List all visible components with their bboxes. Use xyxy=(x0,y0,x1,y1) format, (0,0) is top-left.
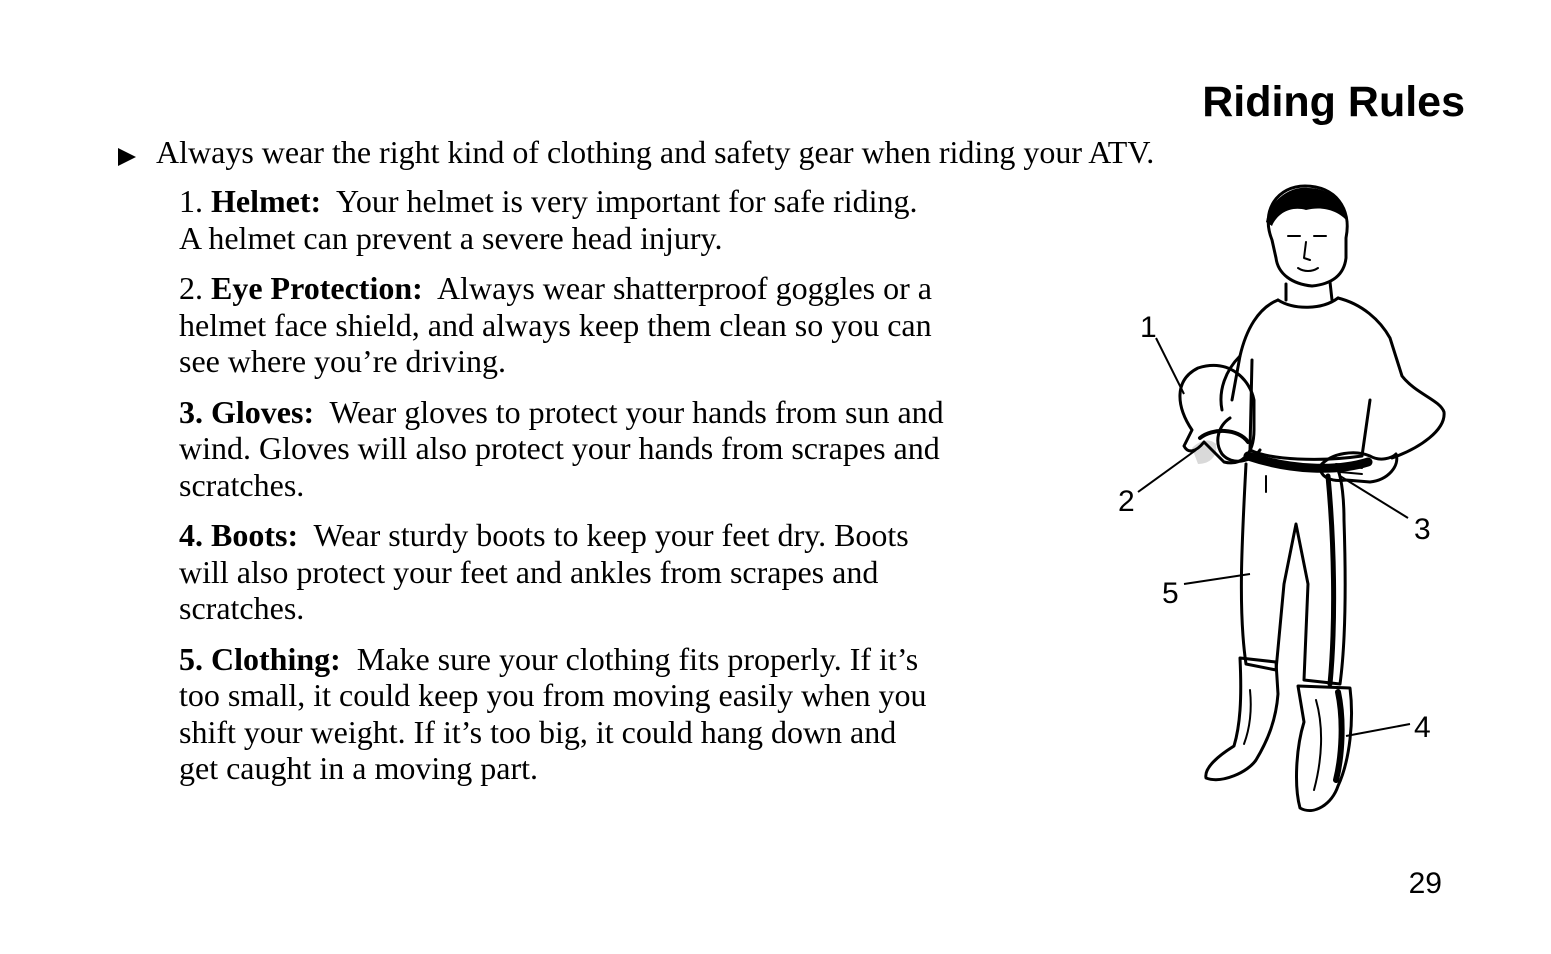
item-line: shift your weight. If it’s too big, it could hang down and xyxy=(179,713,897,750)
list-item-eye-protection xyxy=(179,270,1079,380)
list-item-boots xyxy=(179,517,1079,627)
callout-2: 2 xyxy=(1118,485,1135,518)
callout-3: 3 xyxy=(1414,513,1431,546)
item-line: scratches. xyxy=(179,466,305,503)
item-number: 5. xyxy=(179,640,203,677)
rider-boot-left xyxy=(1206,658,1278,780)
item-line: get caught in a moving part. xyxy=(179,750,539,786)
rider-gear-illustration xyxy=(1100,180,1500,850)
item-line: helmet face shield, and always keep them clean so you can xyxy=(179,306,932,343)
item-line: A helmet can prevent a severe head injury. xyxy=(179,219,723,256)
item-heading: Helmet: xyxy=(211,183,322,219)
item-heading: Boots: xyxy=(211,517,299,553)
item-heading: Eye Protection: xyxy=(211,270,423,306)
item-line: see where you’re driving. xyxy=(179,343,506,379)
item-line: too small, it could keep you from moving easily when you xyxy=(179,677,927,713)
list-item-gloves xyxy=(179,394,1079,504)
item-line: Wear gloves to protect your hands from sun and xyxy=(329,393,944,430)
callout-5: 5 xyxy=(1162,577,1179,610)
callout-1: 1 xyxy=(1140,311,1157,344)
safety-gear-list xyxy=(179,183,1079,801)
rider-glove-left xyxy=(1192,441,1216,464)
item-line: Wear sturdy boots to keep your feet dry. Boots xyxy=(313,517,909,553)
callout-4: 4 xyxy=(1414,711,1431,744)
item-number: 3. xyxy=(179,393,203,430)
intro-bullet xyxy=(118,132,1154,172)
item-line: Make sure your clothing fits properly. If it’s xyxy=(356,640,919,677)
item-number: 2. xyxy=(179,270,203,306)
triangle-bullet-icon xyxy=(118,148,136,166)
rider-helmet xyxy=(1180,366,1254,463)
item-heading: Clothing: xyxy=(211,640,341,677)
page-title: Riding Rules xyxy=(1202,78,1465,126)
rider-torso xyxy=(1232,298,1444,459)
item-line: scratches. xyxy=(179,590,305,626)
item-line: Your helmet is very important for safe riding. xyxy=(335,183,918,219)
list-item-clothing xyxy=(179,641,1079,787)
intro-text: Always wear the right kind of clothing and safety gear when riding your ATV. xyxy=(156,134,1155,170)
page-number: 29 xyxy=(1408,867,1442,900)
item-number: 1. xyxy=(179,183,203,219)
item-heading: Gloves: xyxy=(211,393,315,430)
item-line: wind. Gloves will also protect your hands from scrapes and xyxy=(179,430,940,466)
item-number: 4. xyxy=(179,517,203,553)
item-line: Always wear shatterproof goggles or a xyxy=(437,270,932,306)
list-item-helmet xyxy=(179,183,1079,256)
item-line: will also protect your feet and ankles from scrapes and xyxy=(179,553,879,590)
